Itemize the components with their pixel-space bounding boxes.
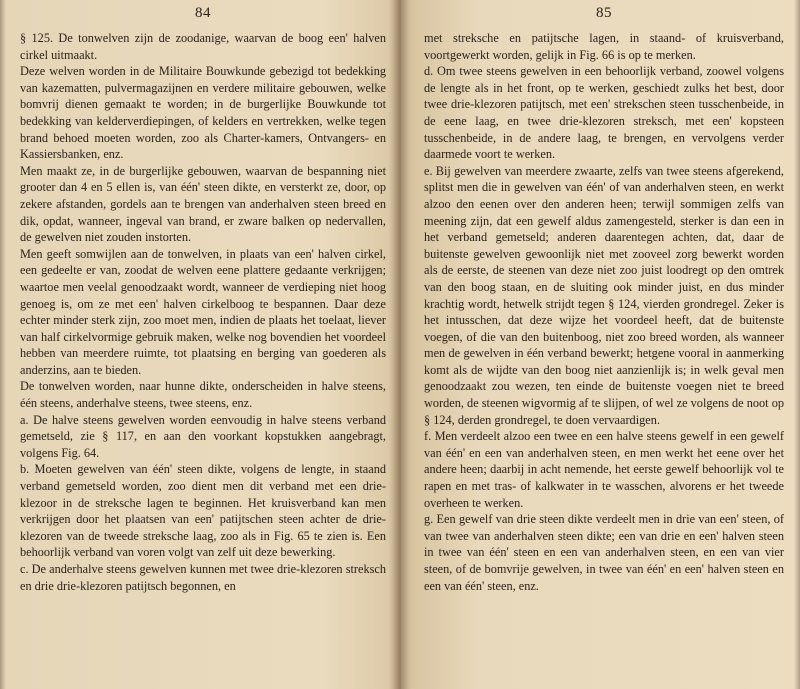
- paragraph-d: d. Om twee steens gewelven in een behoorlijk verband, zoowel volgens de lengte als in het front, op te werken, geschiedt zulks het best, door twee drie-klezoren patijtsch, met een' strekschen steen tusschenbeide, in de eene laag, en twee drie-klezoren streksch, met een' kopsteen tusschenbeide, in de andere laag, te brengen, en vervolgens verder daarmede voort te werken.: [424, 64, 784, 162]
- right-page-edge: [794, 0, 800, 689]
- paragraph-c: c. De anderhalve steens gewelven kunnen met twee drie-klezoren streksch en drie drie-klezoren patijtsch begonnen, en: [20, 562, 386, 593]
- right-page: [400, 0, 800, 689]
- paragraph-c-continued: met streksche en patijtsche lagen, in staand- of kruisverband, voortgewerkt worden, gelijk in Fig. 66 is op te merken.: [424, 31, 784, 62]
- left-page-number: 84: [195, 5, 211, 21]
- paragraph-b: b. Moeten gewelven van één' steen dikte, volgens de lengte, in staand verband gemetseld worden, zoo dient men dit verband met een drie-klezoor in de streksche lagen te beginnen. Het kruisverband kan men verkrijgen door het plaatsen van een' patijtschen steen achter de drie-klezoren van de tweede streksche laag, zoo als in Fig. 65 te zien is. Een behoorlijk verband van voren volgt van zelf uit deze bewerking.: [20, 462, 386, 560]
- paragraph-classification: De tonwelven worden, naar hunne dikte, onderscheiden in halve steens, één steens, anderhalve steens, twee steens, enz.: [20, 379, 386, 411]
- paragraph-usage: Deze welven worden in de Militaire Bouwkunde gebezigd tot bedekking van kazematten, pulvermagazijnen en verdere militaire gebouwen, welke bomvrij dienen gemaakt te worden; in de burgerlijke Bouwkunde tot bedekking van kelderverdiepingen, of kelders en vertrekken, welke tegen brand behoed moeten worden, zoo als Charter-kamers, Ontvangers- en Kassiersbanken, enz.: [20, 64, 386, 162]
- paragraph-f: f. Men verdeelt alzoo een twee en een halve steens gewelf in een gewelf van één' en een van anderhalven steen, en men werkt het eene over het andere heen; daarbij in acht nemende, het eerste gewelf behoorlijk vol te rapen en met tras- of kalkwater in te wasschen, alvorens er het tweede overheen te werken.: [424, 429, 784, 510]
- right-page-number: 85: [596, 5, 612, 21]
- paragraph-segmental: Men geeft somwijlen aan de tonwelven, in plaats van een' halven cirkel, een gedeelte er van, zoodat de welven eene plattere gedaante verkrijgen; waartoe men veelal genoodzaakt wordt, wanneer de verdieping niet hoog genoeg is, om ze met een' halven cirkelboog te bespannen. Daar deze echter minder sterk zijn, zoo moet men, indien de plaats het toelaat, liever van half cirkelvormige gebruik maken, welke nog bovendien het voordeel hebben van meerdere ruimte, tot plaatsing en berging van goederen als anderzins, aan te bieden.: [20, 246, 386, 377]
- paragraph-125-intro: § 125. De tonwelven zijn de zoodanige, waarvan de boog een' halven cirkel uitmaakt.: [20, 31, 386, 62]
- paragraph-e: e. Bij gewelven van meerdere zwaarte, zelfs van twee steens afgerekend, splitst men die in gewelven van één' of van anderhalven steen, en werkt alzoo den eenen over den anderen heen; terwijl sommigen zelfs van meening zijn, dat een gewelf aldus zamengesteld, sterker is dan een in het verband gemetseld; anderen daarentegen achten, dat, daar de buitenste gewelven gewoonlijk niet met zooveel zorg bewerkt worden als de eerste, de steenen van deze niet zoo juist loodregt op den omtrek van den boog staan, en de sluiting ook minder juist, en dus minder krachtig wordt, hetwelk strijdt tegen § 124, vierden grondregel. Zeker is het intusschen, dat deze wijze het voordeel heeft, dat de buitenste voegen, of die van den buitenboog, niet zoo breed worden, als wanneer men de gewelven in één verband bewerkt; hetgene vooral in aanmerking komt als de wijdte van den boog niet aanzienlijk is; in welk geval men genoodzaakt zou wezen, ten einde de buitenste voegen niet te breed worden, de steenen wigvormig af te slijpen, of wel ze volgens de noot op § 124, derden grondregel, te doen vervaardigen.: [424, 163, 784, 427]
- paragraph-a: a. De halve steens gewelven worden eenvoudig in halve steens verband gemetseld, zie § 117, en aan den voorkant kopstukken aangebragt, volgens Fig. 64.: [20, 412, 386, 460]
- paragraph-construction: Men maakt ze, in de burgerlijke gebouwen, waarvan de bespanning niet grooter dan 4 en 5 ellen is, van één' steen dikte, en versterkt ze, door, op zekere afstanden, gordels aan te brengen van anderhalven steen breed en dik, opdat, wanneer, ingeval van brand, er zware balken op nedervallen, de gewelven niet zouden instorten.: [20, 163, 386, 245]
- paragraph-g: g. Een gewelf van drie steen dikte verdeelt men in drie van een' steen, of van twee van anderhalven steen dikte; een van drie en een' halven steen in twee van één' steen en een van anderhalven steen, en een van vier steen, of de bomvrije gewelven, in twee van één' en een' halven steen en een van één' steen, enz.: [424, 512, 784, 593]
